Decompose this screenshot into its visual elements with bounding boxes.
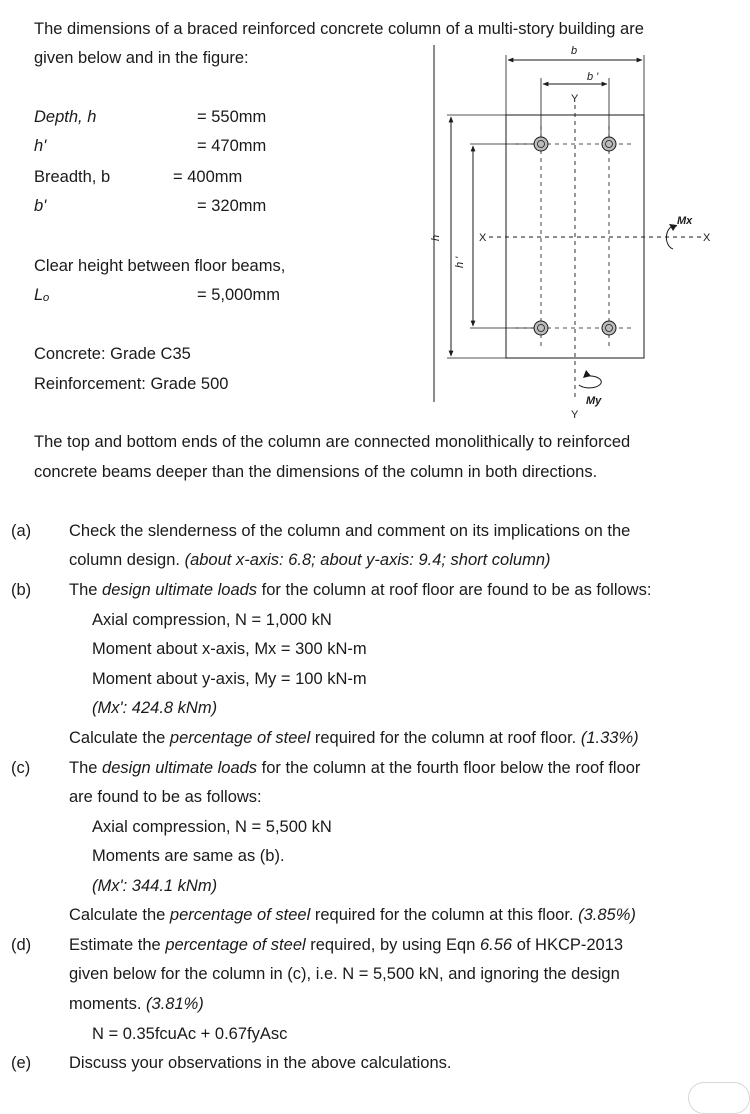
question-a-line-1: Check the slenderness of the column and comment on its implications on the [69,522,631,540]
question-c-axial: Axial compression, N = 5,500 kN [92,818,332,836]
question-d-line-3: moments. (3.81%) [69,995,204,1013]
question-d-label: (d) [11,936,32,954]
lo-value: = 5,000mm [197,286,280,304]
clear-height-label: Clear height between floor beams, [34,257,286,275]
hprime-value: = 470mm [197,137,267,155]
intro-line-1: The dimensions of a braced reinforced concrete column of a multi-story building are [34,20,644,38]
question-c-line-1: The design ultimate loads for the column at the fourth floor below the roof floor [69,759,641,777]
question-c-answer: (3.85%) [578,906,636,924]
intro-line-2: given below and in the figure: [34,49,249,67]
mx-label: Mx [677,215,693,227]
question-b-answer: (1.33%) [580,729,639,747]
question-b-label: (b) [11,581,32,599]
question-d-answer: (3.81%) [146,995,204,1013]
question-a-line-2: column design. (about x-axis: 6.8; about y-axis: 9.4; short column) [69,551,551,569]
rebar-bottom-left [534,321,548,335]
depth-label: Depth, h [34,108,97,126]
question-b-calc: Calculate the percentage of steel required for the column at roof floor. (1.33%) [69,729,639,747]
connection-line-1: The top and bottom ends of the column are connected monolithically to reinforced [34,433,631,451]
rebar-top-left [534,137,548,151]
column-section-figure [430,40,723,425]
x-axis-left-label: X [479,232,487,244]
x-axis-right-label: X [703,232,711,244]
question-b-my: Moment about y-axis, My = 100 kN-m [92,670,367,688]
question-c-line-2: are found to be as follows: [69,788,262,806]
depth-value: = 550mm [197,108,267,126]
question-b-mx: Moment about x-axis, Mx = 300 kN-m [92,640,367,658]
rebar-bottom-right [602,321,616,335]
question-e-text: Discuss your observations in the above calculations. [69,1054,452,1072]
h-prime-label: h ' [454,256,466,268]
y-axis-top-label: Y [571,93,579,105]
b-label: b [571,45,578,57]
concrete-grade: Concrete: Grade C35 [34,345,191,363]
question-c-calc: Calculate the percentage of steel required for the column at this floor. (3.85%) [69,906,636,924]
breadth-value: = 400mm [173,168,243,186]
question-d-line-2: given below for the column in (c), i.e. N = 5,500 kN, and ignoring the design [69,965,620,983]
h-label: h [430,234,442,241]
page-corner-decoration [688,1082,750,1114]
question-c-label: (c) [11,759,31,777]
reinforcement-grade: Reinforcement: Grade 500 [34,375,229,393]
my-moment-arc [579,376,601,388]
question-a-answer: (about x-axis: 6.8; about y-axis: 9.4; short column) [184,551,551,569]
question-e-label: (e) [11,1054,32,1072]
breadth-label: Breadth, b [34,168,111,186]
question-d-equation: N = 0.35fcuAc + 0.67fyAsc [92,1025,288,1043]
hprime-label: h' [34,137,47,155]
bprime-label: b' [34,197,47,215]
my-label: My [586,395,602,407]
connection-line-2: concrete beams deeper than the dimensions of the column in both directions. [34,463,598,481]
question-b-line-1: The design ultimate loads for the column at roof floor are found to be as follows: [69,581,652,599]
question-d-line-1: Estimate the percentage of steel required, by using Eqn 6.56 of HKCP-2013 [69,936,624,954]
lo-label: Lₒ [34,286,50,304]
question-b-mx-prime: (Mx': 424.8 kNm) [92,699,218,717]
b-prime-label: b ' [587,71,599,83]
question-c-mx-prime: (Mx': 344.1 kNm) [92,877,218,895]
question-c-moments: Moments are same as (b). [92,847,285,865]
question-b-axial: Axial compression, N = 1,000 kN [92,611,332,629]
question-a-label: (a) [11,522,32,540]
y-axis-bottom-label: Y [571,409,579,421]
bprime-value: = 320mm [197,197,267,215]
rebar-top-right [602,137,616,151]
